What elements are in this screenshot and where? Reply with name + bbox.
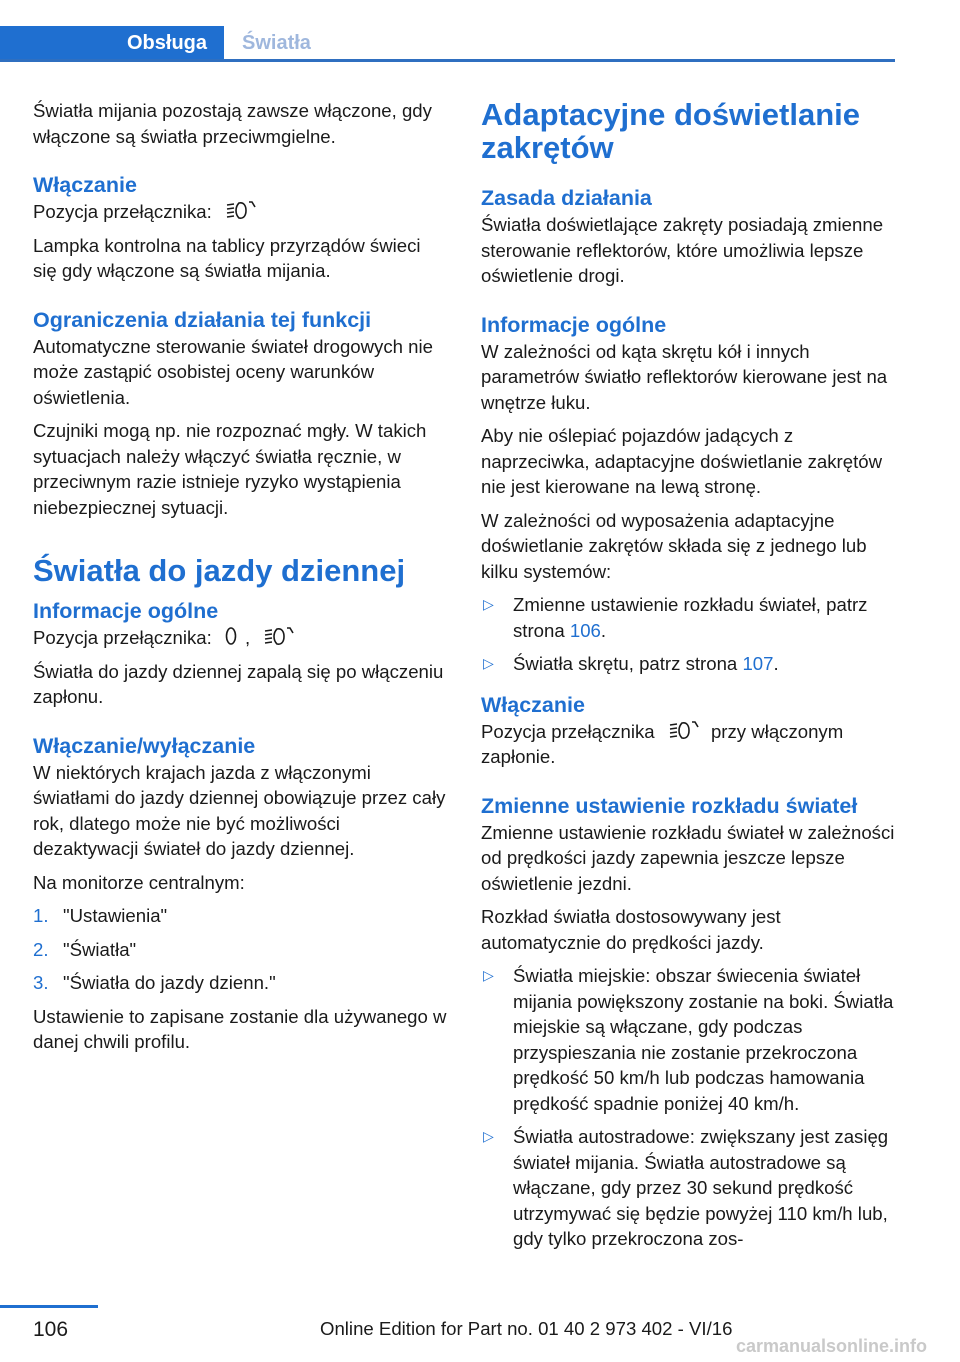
sensors-paragraph: Czujniki mogą np. nie rozpoznać mgły. W takich sytuacjach należy włączyć światła ręcznie, w przeciwnym razie istnieje ryzyko wystąpienia niebezpiecznej sytuacji.: [33, 420, 427, 518]
countries-paragraph: W niektórych krajach jazda z włączonymi światłami do jazdy dziennej obowiązuje przez cały rok, dlatego może nie być możliwości dezaktywacji świateł do jazdy dziennej.: [33, 761, 446, 859]
system-text: Światła skrętu, patrz strona: [513, 653, 738, 674]
angle-paragraph: W zależności od kąta skrętu kół i innych parametrów światło reflektorów kierowane jest na wnętrze łuku.: [481, 340, 888, 413]
list-item: [481, 1124, 896, 1252]
switch-position-right: [481, 719, 896, 770]
triangle-bullet-icon: ▷: [483, 596, 494, 612]
heading-wlaczanie-right: Włączanie: [481, 692, 585, 717]
page-header: [0, 26, 895, 62]
list-item: [481, 963, 896, 1116]
systems-list: [481, 592, 896, 677]
distribution-paragraph: Rozkład światła dostosowywany jest automatycznie do prędkości jazdy.: [481, 906, 781, 953]
steps-list: [33, 903, 448, 996]
tab-obsluga[interactable]: Obsługa: [0, 26, 224, 62]
switch-position-line-2: [33, 625, 448, 651]
page-number-rule: [0, 1305, 98, 1308]
list-item: [33, 937, 448, 963]
tab-swiatla[interactable]: Światła: [242, 32, 311, 54]
principle-paragraph: Światła doświetlające zakręty posiadają zmienne sterowanie reflektorów, które umożliwia lepsze oświetlenie drogi.: [481, 214, 884, 286]
system-text: Zmienne ustawienie rozkładu świateł, patrz strona: [513, 594, 868, 641]
heading-zasada: Zasada działania: [481, 186, 652, 210]
step-number: 2.: [33, 938, 49, 960]
left-column: [33, 98, 448, 1063]
auto-headlight-icon: [664, 719, 702, 741]
switch-position-separator: ,: [244, 627, 251, 648]
monitor-paragraph: Na monitorze centralnym:: [33, 871, 245, 893]
auto-control-paragraph: Automatyczne sterowanie świateł drogowych nie może zastąpić osobistej oceny warunków oświetlenia.: [33, 335, 433, 408]
modes-list: [481, 963, 896, 1252]
heading-wlaczanie: Włączanie: [33, 173, 137, 197]
heading-variable-distribution: Zmienne ustawienie rozkładu świateł: [481, 793, 858, 818]
triangle-bullet-icon: ▷: [483, 655, 494, 671]
watermark: carmanualsonline.info: [736, 1336, 928, 1356]
step-text: "Ustawienia": [63, 905, 168, 926]
page-number: 106: [33, 1318, 69, 1341]
edition-footer: Online Edition for Part no. 01 40 2 973 402 - VI/16: [320, 1318, 733, 1339]
heading-general-info: Informacje ogólne: [33, 599, 219, 623]
switch-position-line: [33, 199, 448, 225]
step-number: 1.: [33, 905, 49, 926]
mode-text: Światła miejskie: obszar świecenia świateł mijania powiększony zostanie na boki. Światła miejskie są włączane, gdy podczas przyspieszania nie zostanie przekroczona prędkość 50 km/h lub podczas hamowania prędkość spadnie poniżej 40 km/h.: [513, 965, 894, 1114]
switch-position-text: Pozycja przełącznika: [481, 720, 655, 742]
list-item: [33, 903, 448, 929]
switch-position-suffix: przy włączonym zapłonie.: [481, 720, 844, 767]
equipment-paragraph: W zależności od wyposażenia adaptacyjne doświetlanie zakrętów składa się z jednego lub kilku systemów:: [481, 509, 867, 582]
page-link-106[interactable]: 106: [569, 619, 601, 641]
off-position-icon: [221, 625, 241, 647]
heading-daytime-lights: Światła do jazdy dziennej: [33, 553, 406, 588]
glare-paragraph: Aby nie oślepiać pojazdów jadących z naprzeciwka, adaptacyjne doświetlanie zakrętów nie jest kierowane na lewą stronę.: [481, 425, 883, 497]
heading-ograniczenia: Ograniczenia działania tej funkcji: [33, 307, 372, 332]
indicator-paragraph: Lampka kontrolna na tablicy przyrządów świeci się gdy włączone są światła mijania.: [33, 234, 421, 281]
mode-text: Światła autostradowe: zwiększany jest zasięg świateł mijania. Światła autostradowe są włączane, gdy przez 30 sekund prędkość utrzymywać się będzie powyżej 110 km/h lub, gdy tylko przekroczona zos-: [513, 1126, 889, 1249]
profile-paragraph: Ustawienie to zapisane zostanie dla używanego w danej chwili profilu.: [33, 1005, 447, 1052]
auto-headlight-icon: [221, 199, 259, 221]
step-number: 3.: [33, 972, 49, 993]
switch-position-label: Pozycja przełącznika:: [33, 201, 212, 222]
intro-paragraph: Światła mijania pozostają zawsze włączone, gdy włączone są światła przeciwmgielne.: [33, 100, 432, 147]
list-item: ▷ Zmienne ustawienie rozkładu świateł, patrz strona 106.: [483, 594, 868, 641]
switch-position-label-2: Pozycja przełącznika:: [33, 627, 212, 648]
heading-general-info-right: Informacje ogólne: [481, 312, 667, 337]
heading-wlaczanie-wylaczanie: Włączanie/wyłączanie: [33, 733, 256, 758]
list-item: ▷ Światła skrętu, patrz strona 107.: [481, 651, 896, 677]
daytime-paragraph: Światła do jazdy dziennej zapalą się po włączeniu zapłonu.: [33, 660, 444, 707]
header-rule: [0, 59, 895, 62]
step-text: "Światła": [63, 938, 137, 960]
step-text: "Światła do jazdy dzienn.": [63, 972, 276, 993]
auto-headlight-icon: [259, 625, 297, 647]
list-item: [33, 970, 448, 996]
variable-paragraph: Zmienne ustawienie rozkładu świateł w zależności od prędkości jazdy zapewnia jeszcze lepsze oświetlenie jezdni.: [481, 821, 895, 894]
page-link-107[interactable]: 107: [742, 653, 774, 674]
triangle-bullet-icon: ▷: [483, 967, 494, 983]
right-column: [481, 98, 896, 1260]
heading-adaptive-lighting: Adaptacyjne doświetlanie zakrętów: [481, 97, 860, 165]
triangle-bullet-icon: ▷: [483, 1128, 494, 1144]
